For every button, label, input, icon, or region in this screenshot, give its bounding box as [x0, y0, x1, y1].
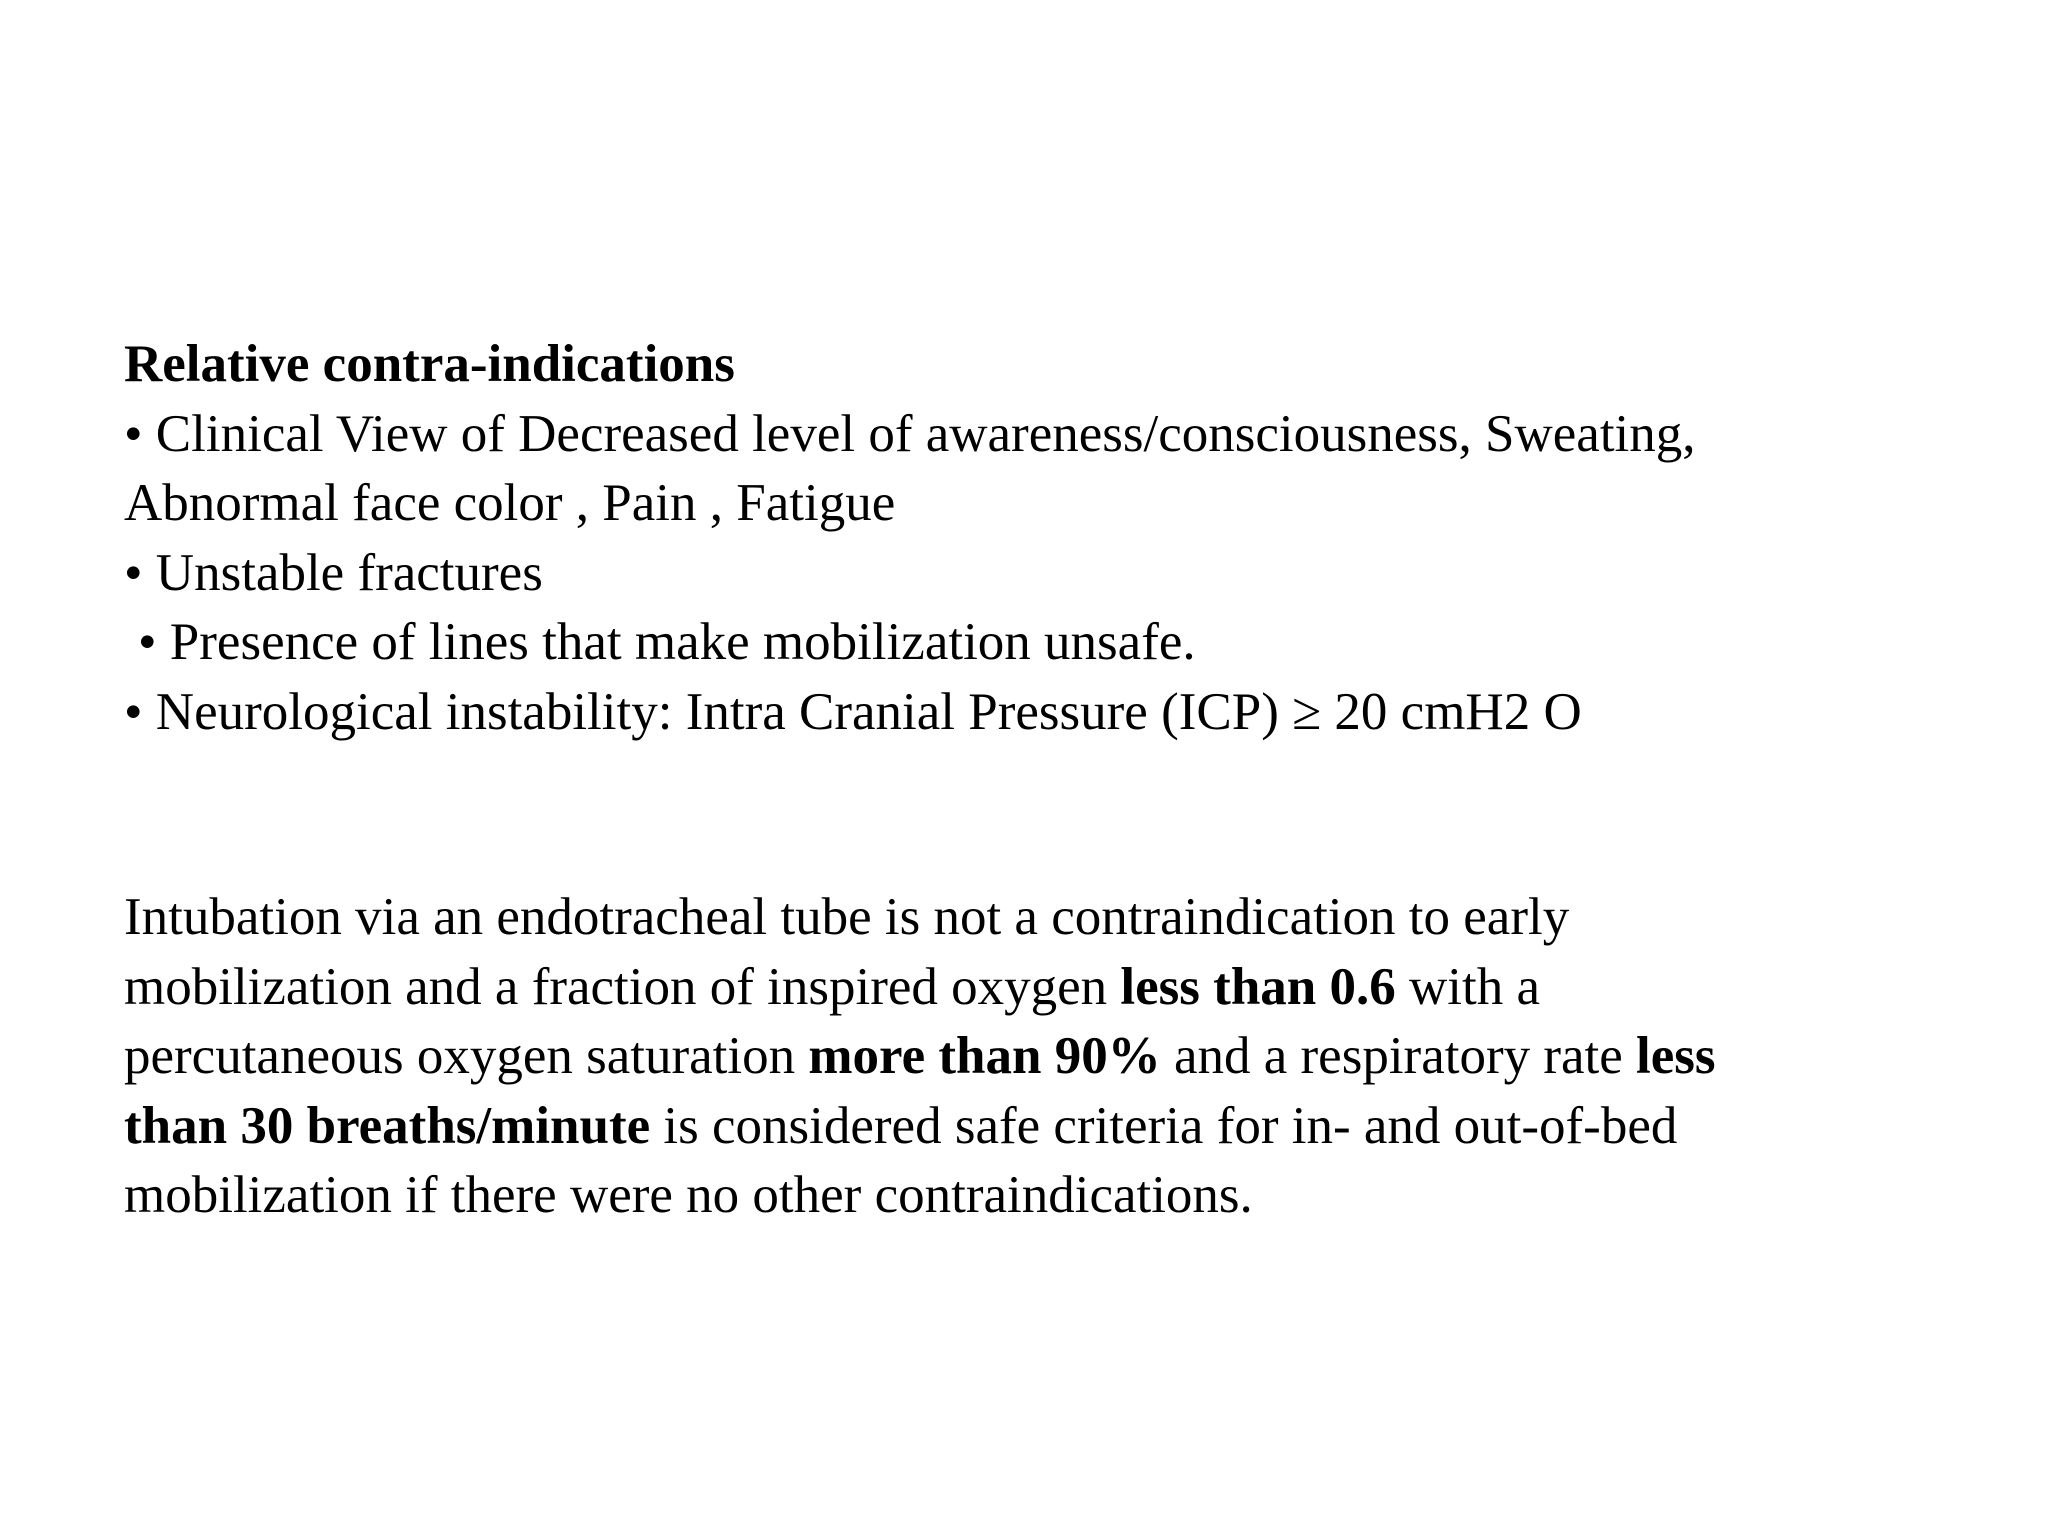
emphasis-respiratory-rate-end: than 30 breaths/minute: [124, 1096, 651, 1155]
emphasis-respiratory-rate-start: less: [1636, 1027, 1716, 1085]
emphasis-fio2: less than 0.6: [1120, 957, 1396, 1016]
paragraph-line-4: [124, 1092, 1974, 1162]
paragraph-text: percutaneous oxygen saturation: [124, 1027, 809, 1085]
paragraph-text: is considered safe criteria for in- and out-of-bed: [650, 1096, 1678, 1155]
paragraph-line-5: mobilization if there were no other contraindications.: [124, 1166, 1253, 1224]
relative-contraindications-section: [124, 330, 1974, 747]
bullet-clinical-view-line-2: Abnormal face color , Pain , Fatigue: [124, 474, 896, 532]
paragraph-line-3: [124, 1022, 1974, 1092]
paragraph-line-1: Intubation via an endotracheal tube is not a contraindication to early: [124, 888, 1570, 946]
emphasis-saturation: more than 90%: [808, 1027, 1161, 1085]
bullet-unstable-fractures: • Unstable fractures: [124, 543, 543, 602]
paragraph-text: mobilization and a fraction of inspired oxygen: [124, 957, 1121, 1016]
paragraph-line-2: [124, 953, 1974, 1023]
paragraph-text: with a: [1395, 957, 1541, 1016]
section-heading: Relative contra-indications: [124, 335, 735, 393]
intubation-paragraph: [124, 883, 1974, 1231]
bullet-presence-of-lines: • Presence of lines that make mobilization unsafe.: [138, 613, 1196, 671]
paragraph-text: and a respiratory rate: [1160, 1027, 1637, 1085]
bullet-clinical-view-line-1: • Clinical View of Decreased level of awareness/consciousness, Sweating,: [124, 404, 1696, 463]
bullet-neurological-instability: • Neurological instability: Intra Cranial Pressure (ICP) ≥ 20 cmH2 O: [124, 682, 1582, 741]
